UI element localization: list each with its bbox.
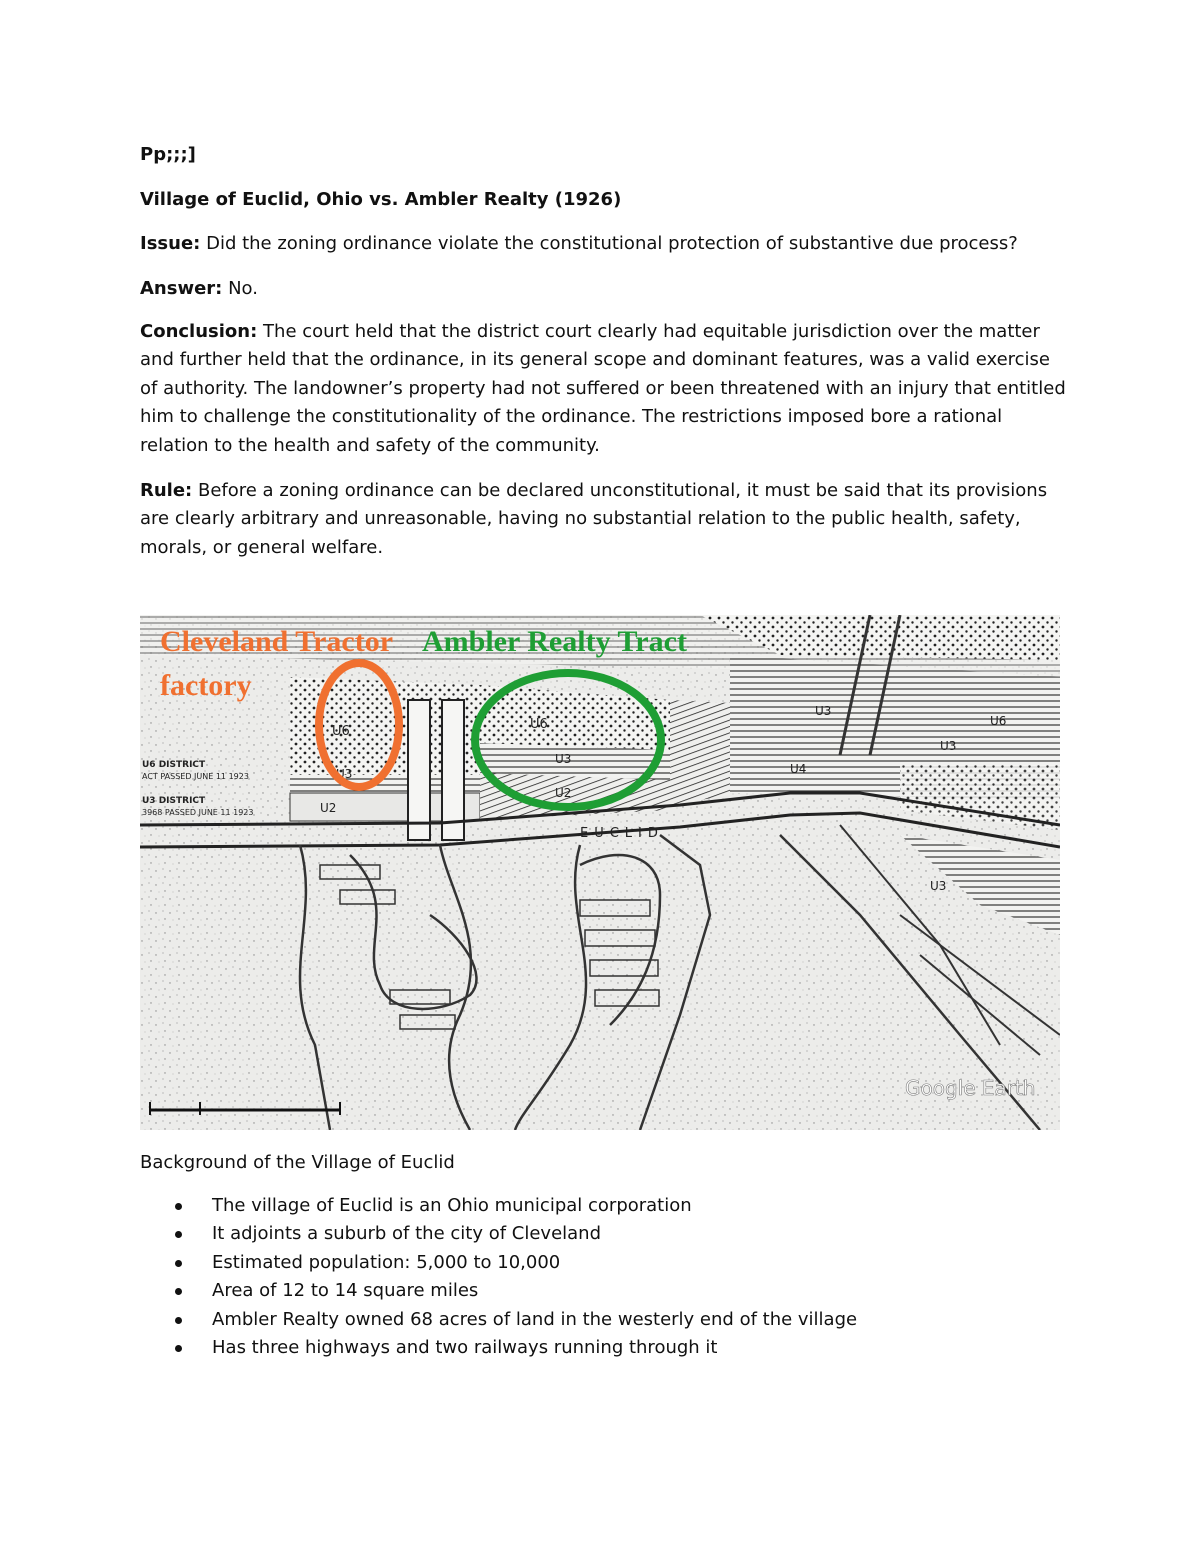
zoning-map	[140, 615, 1060, 1130]
lot-strip	[442, 700, 464, 840]
factory-label-line1: Cleveland Tractor	[160, 625, 394, 658]
list-item: The village of Euclid is an Ohio municipal corporation	[140, 1192, 857, 1220]
issue-paragraph: Issue: Did the zoning ordinance violate the constitutional protection of substantive due process?	[140, 233, 1018, 254]
list-item: Ambler Realty owned 68 acres of land in the westerly end of the village	[140, 1306, 857, 1334]
bullet-icon	[175, 1260, 182, 1267]
case-title: Village of Euclid, Ohio vs. Ambler Realty (1926)	[140, 189, 622, 210]
list-item: Area of 12 to 14 square miles	[140, 1277, 857, 1305]
bullet-icon	[175, 1345, 182, 1352]
street-label-euclid: EUCLID	[580, 826, 664, 841]
bullet-icon	[175, 1231, 182, 1238]
list-item: It adjoints a suburb of the city of Cleveland	[140, 1220, 857, 1248]
top-heading: Pp;;;]	[140, 144, 196, 165]
zone-label: U2	[555, 786, 572, 800]
zone-label: U4	[790, 762, 807, 776]
factory-label-line2: factory	[160, 669, 252, 702]
tract-label: Ambler Realty Tract	[422, 625, 687, 658]
background-list	[140, 1192, 857, 1362]
legend-u6-line2: ACT PASSED JUNE 11 1923	[142, 772, 249, 781]
list-item: Estimated population: 5,000 to 10,000	[140, 1249, 857, 1277]
answer-paragraph: Answer: No.	[140, 278, 258, 299]
google-earth-watermark: Google Earth	[905, 1076, 1036, 1100]
list-item: Has three highways and two railways running through it	[140, 1334, 857, 1362]
conclusion-paragraph: Conclusion: The court held that the district court clearly had equitable jurisdiction over the matter and further held that the ordinance, in its general scope and dominant features, was a valid exercise of authority. The landowner’s property had not suffered or been threatened with an injury that entitled him to challenge the constitutionality of the ordinance. The restrictions imposed bore a rational relation to the health and safety of the community.	[140, 321, 1066, 456]
zone-label: U3	[815, 704, 832, 718]
zone-label: U3	[940, 739, 957, 753]
legend-u6-line1: U6 DISTRICT	[142, 760, 206, 770]
zone-label: U3	[336, 767, 353, 781]
zone-label: U2	[320, 801, 337, 815]
zone-label: U3	[930, 879, 947, 893]
lot-strip	[408, 700, 430, 840]
bullet-icon	[175, 1288, 182, 1295]
zone-label: U6	[530, 717, 548, 732]
zone-label: U6	[990, 714, 1007, 728]
diag-zone-right	[670, 700, 730, 805]
background-heading: Background of the Village of Euclid	[140, 1152, 455, 1173]
zoning-map-drawing	[140, 615, 1060, 1130]
rule-paragraph: Rule: Before a zoning ordinance can be declared unconstitutional, it must be said that its provisions are clearly arbitrary and unreasonable, having no substantial relation to the public health, safety, morals, or general welfare.	[140, 480, 1048, 558]
bullet-icon	[175, 1203, 182, 1210]
zone-label: U3	[555, 752, 572, 766]
legend-u3-line2: 3968 PASSED JUNE 11 1923	[142, 808, 254, 817]
legend-u3-line1: U3 DISTRICT	[142, 796, 206, 806]
zone-label: U6	[332, 724, 350, 739]
bullet-icon	[175, 1317, 182, 1324]
